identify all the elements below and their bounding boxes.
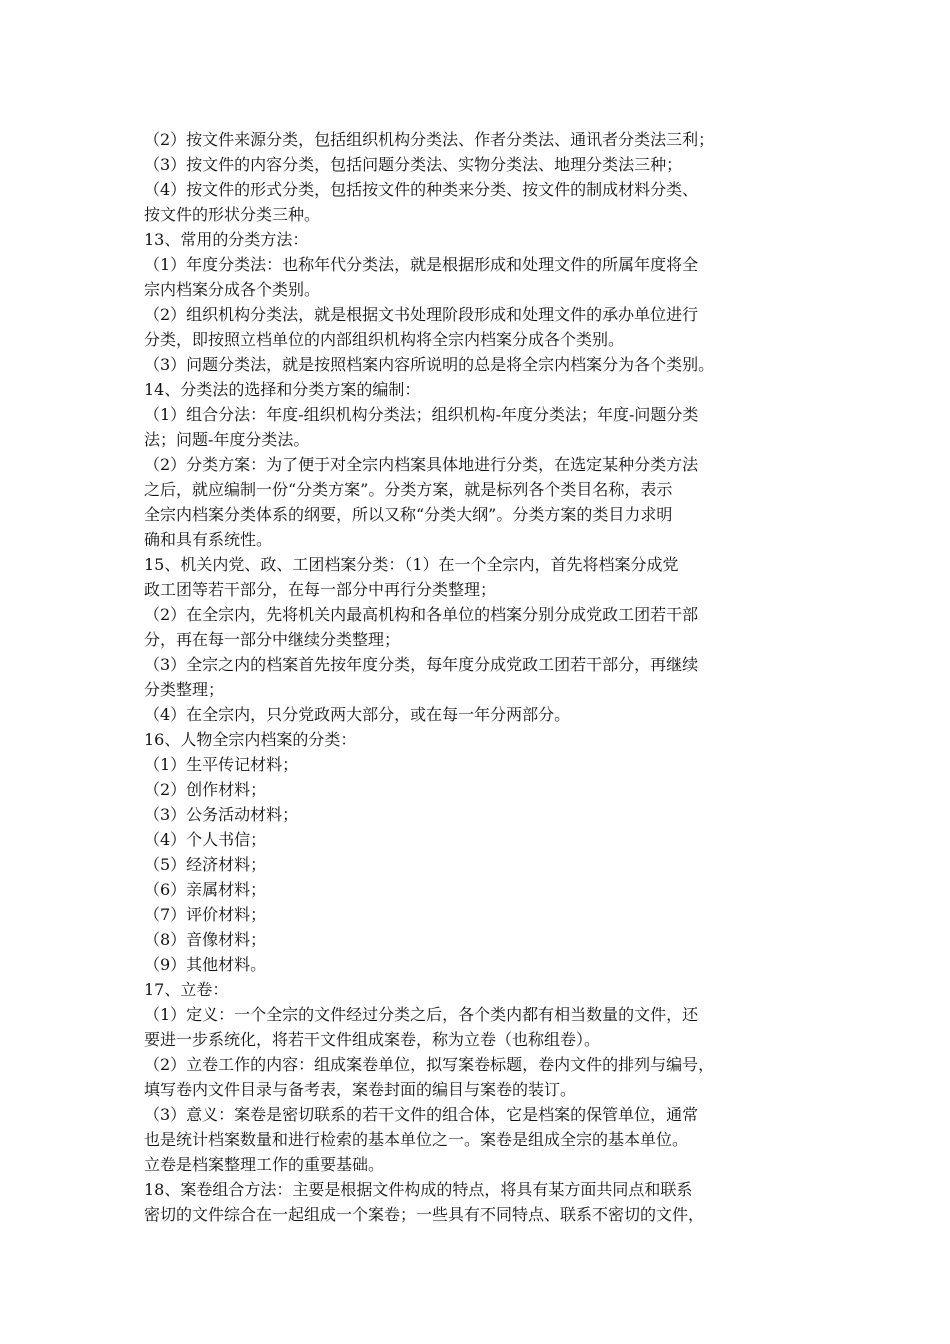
text-line: 17、立卷： — [144, 980, 229, 999]
text-line: （2）组织机构分类法，就是根据文书处理阶段形成和处理文件的承办单位进行 — [144, 305, 699, 324]
text-line: （2）分类方案：为了便于对全宗内档案具体地进行分类，在选定某种分类方法 — [144, 455, 699, 474]
text-line: （9）其他材料。 — [144, 955, 267, 974]
text-line: （3）按文件的内容分类，包括问题分类法、实物分类法、地理分类法三种； — [144, 155, 683, 174]
text-line: 宗内档案分成各个类别。 — [144, 280, 321, 299]
text-line: 14、分类法的选择和分类方案的编制： — [144, 380, 421, 399]
text-line: 全宗内档案分类体系的纲要，所以又称“分类大纲”。分类方案的类目力求明 — [144, 505, 673, 524]
text-line: 确和具有系统性。 — [144, 530, 273, 549]
text-line: 填写卷内文件目录与备考表，案卷封面的编目与案卷的装订。 — [144, 1080, 577, 1099]
text-line: 按文件的形状分类三种。 — [144, 205, 321, 224]
text-line: （1）组合分法：年度-组织机构分类法；组织机构-年度分类法；年度-问题分类 — [144, 405, 699, 424]
text-line: （5）经济材料； — [144, 855, 267, 874]
text-line: （3）问题分类法，就是按照档案内容所说明的总是将全宗内档案分为各个类别。 — [144, 355, 715, 374]
text-line: 分，再在每一部分中继续分类整理； — [144, 630, 401, 649]
text-line: （1）定义：一个全宗的文件经过分类之后，各个类内都有相当数量的文件，还 — [144, 1005, 699, 1024]
text-line: 立卷是档案整理工作的重要基础。 — [144, 1155, 385, 1174]
text-line: 要进一步系统化，将若干文件组成案卷，称为立卷（也称组卷）。 — [144, 1030, 601, 1049]
text-line: （2）立卷工作的内容：组成案卷单位，拟写案卷标题，卷内文件的排列与编号， — [144, 1055, 715, 1074]
text-line: （3）公务活动材料； — [144, 805, 299, 824]
text-line: （4）按文件的形式分类，包括按文件的种类来分类、按文件的制成材料分类、 — [144, 180, 699, 199]
text-line: （2）创作材料； — [144, 780, 267, 799]
text-line: （1）年度分类法：也称年代分类法，就是根据形成和处理文件的所属年度将全 — [144, 255, 699, 274]
text-line: 法；问题-年度分类法。 — [144, 430, 310, 449]
text-line: 15、机关内党、政、工团档案分类：（1）在一个全宗内，首先将档案分成党 — [144, 555, 679, 574]
text-line: 18、案卷组合方法：主要是根据文件构成的特点，将具有某方面共同点和联系 — [144, 1180, 693, 1199]
text-line: （2）在全宗内，先将机关内最高机构和各单位的档案分别分成党政工团若干部 — [144, 605, 699, 624]
document-page — [144, 127, 816, 1227]
text-line: （8）音像材料； — [144, 930, 267, 949]
text-line: 之后，就应编制一份“分类方案”。分类方案，就是标列各个类目名称，表示 — [144, 480, 673, 499]
text-line: （4）在全宗内，只分党政两大部分，或在每一年分两部分。 — [144, 705, 571, 724]
text-line: 也是统计档案数量和进行检索的基本单位之一。案卷是组成全宗的基本单位。 — [144, 1130, 689, 1149]
text-line: （2）按文件来源分类，包括组织机构分类法、作者分类法、通讯者分类法三利； — [144, 130, 715, 149]
text-line: （7）评价材料； — [144, 905, 267, 924]
text-line: （4）个人书信； — [144, 830, 267, 849]
text-line: 16、人物全宗内档案的分类： — [144, 730, 357, 749]
text-line: 13、常用的分类方法： — [144, 230, 309, 249]
text-line: 分类整理； — [144, 680, 225, 699]
text-line: （1）生平传记材料； — [144, 755, 299, 774]
text-line: 密切的文件综合在一起组成一个案卷；一些具有不同特点、联系不密切的文件， — [144, 1205, 705, 1224]
text-line: 政工团等若干部分，在每一部分中再行分类整理； — [144, 580, 497, 599]
text-line: （3）意义：案卷是密切联系的若干文件的组合体，它是档案的保管单位，通常 — [144, 1105, 699, 1124]
text-line: （6）亲属材料； — [144, 880, 267, 899]
text-line: 分类，即按照立档单位的内部组织机构将全宗内档案分成各个类别。 — [144, 330, 625, 349]
text-line: （3）全宗之内的档案首先按年度分类，每年度分成党政工团若干部分，再继续 — [144, 655, 699, 674]
